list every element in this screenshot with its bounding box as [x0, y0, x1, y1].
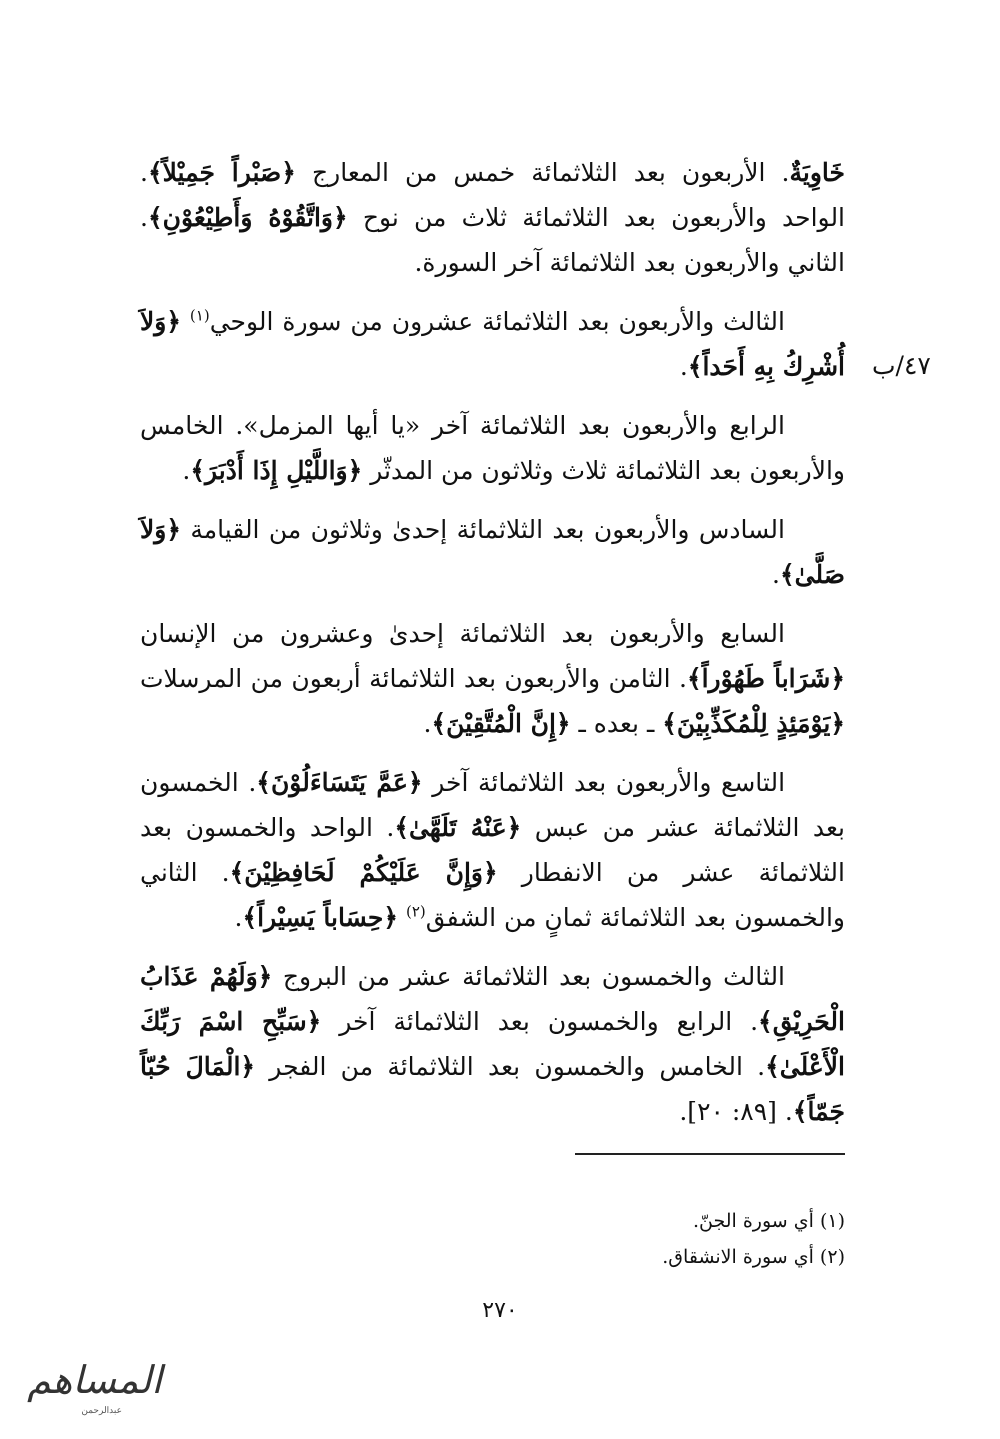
quran-quote: ﴿الْمَالَ حُبّاً جَمّاً﴾	[140, 1052, 845, 1126]
quran-quote: ﴿وَلَهُمْ عَذَابُ الْحَرِيْقِ﴾	[140, 962, 845, 1036]
quran-quote: ﴿شَرَاباً طَهُوْراً﴾	[686, 664, 845, 693]
paragraph	[140, 760, 845, 940]
quran-quote: ﴿وَاتَّقُوْهُ وَأَطِيْعُوْنِ﴾	[147, 203, 348, 232]
paragraph	[140, 611, 845, 746]
footnotes	[400, 1203, 845, 1275]
body-text	[181, 307, 190, 336]
paragraph	[140, 299, 845, 389]
stamp-sub-text: عبدالرحمن	[81, 1406, 122, 1416]
body-text: .	[772, 560, 780, 589]
body-text: الرابع والأربعون بعد الثلاثمائة آخر «يا أيها المزمل». الخامس والأربعون بعد الثلاثمائة ثلاث وثلاثون من المدثّر	[140, 411, 845, 485]
stamp-logo-text: المساهم	[27, 1358, 162, 1402]
body-text: .	[423, 709, 432, 738]
main-text	[140, 150, 845, 1148]
footnote-1: (١) أي سورة الجنّ.	[692, 1210, 845, 1232]
body-text: . الثاني والخمسون بعد الثلاثمائة ثمانٍ من الشفق	[140, 858, 845, 932]
body-text: .	[182, 456, 191, 485]
body-text: . الثامن والأربعون بعد الثلاثمائة أربعون من المرسلات	[140, 664, 687, 693]
page-number: ٢٧٠	[482, 1298, 518, 1323]
paragraph	[140, 507, 845, 597]
footnote-marker: (٢)	[405, 902, 426, 921]
body-text: . الخمسون بعد الثلاثمائة عشر من عبس	[140, 768, 845, 842]
quran-quote: خَاوِيَةٌ	[789, 158, 845, 187]
quran-quote: ﴿حِسَاباً يَسِيْراً﴾	[242, 903, 398, 932]
body-text: . الرابع والخمسون بعد الثلاثمائة آخر	[321, 1007, 759, 1036]
paragraph	[140, 403, 845, 493]
body-text: . الواحد والخمسون بعد الثلاثمائة عشر من الانفطار	[140, 813, 845, 887]
quran-quote: ﴿وَاللَّيْلِ إِذَا أَدْبَرَ﴾	[190, 456, 363, 485]
quran-quote: ﴿عَمَّ يَتَسَاءَلُوْنَ﴾	[256, 768, 423, 797]
quran-quote: ﴿صَبْراً جَمِيْلاً﴾	[147, 158, 296, 187]
quran-quote: ﴿وَلاَ أُشْرِكُ بِهِ أَحَداً﴾	[140, 307, 845, 381]
body-text: السادس والأربعون بعد الثلاثمائة إحدىٰ وثلاثون من القيامة	[180, 515, 785, 544]
quran-quote: ﴿يَوْمَئِذٍ لِلْمُكَذِّبِيْنَ﴾	[662, 709, 845, 738]
library-stamp	[12, 1358, 162, 1420]
body-text: . الأربعون بعد الثلاثمائة خمس من المعارج	[295, 158, 790, 187]
body-text: الثالث والخمسون بعد الثلاثمائة عشر من البروج	[272, 962, 786, 991]
body-text: التاسع والأربعون بعد الثلاثمائة آخر	[422, 768, 786, 797]
body-text: الثالث والأربعون بعد الثلاثمائة عشرون من سورة الوحي	[209, 307, 785, 336]
footnote-separator	[575, 1153, 845, 1155]
body-text: . الخامس والخمسون بعد الثلاثمائة من الفجر	[255, 1052, 766, 1081]
margin-folio-reference: ٤٧/ب	[872, 351, 931, 380]
body-text	[398, 903, 406, 932]
footnote-2: (٢) أي سورة الانشقاق.	[662, 1246, 845, 1268]
quran-quote: ﴿عَنْهُ تَلَهَّىٰ﴾	[394, 813, 522, 842]
body-text: . الثاني والأربعون بعد الثلاثمائة آخر السورة.	[140, 203, 845, 277]
body-text: .	[234, 903, 243, 932]
quran-quote: ﴿إِنَّ الْمُتَّقِيْنَ﴾	[431, 709, 571, 738]
quran-quote: ﴿وَلاَ صَلَّىٰ﴾	[140, 515, 845, 589]
quran-quote: ﴿سَبِّحِ اسْمَ رَبِّكَ الْأَعْلَىٰ﴾	[140, 1007, 846, 1081]
footnote-marker: (١)	[189, 306, 210, 325]
body-text: ـ بعده ـ	[570, 709, 663, 738]
body-text: السابع والأربعون بعد الثلاثمائة إحدىٰ وعشرون من الإنسان	[140, 619, 785, 648]
paragraph	[140, 150, 845, 285]
body-text: .	[679, 352, 688, 381]
quran-quote: ﴿وَإِنَّ عَلَيْكُمْ لَحَافِظِيْنَ﴾	[229, 858, 498, 887]
paragraph	[140, 954, 845, 1134]
body-text: . الواحد والأربعون بعد الثلاثمائة ثلاث من نوح	[140, 158, 846, 232]
body-text: . [٨٩: ٢٠].	[679, 1097, 793, 1126]
